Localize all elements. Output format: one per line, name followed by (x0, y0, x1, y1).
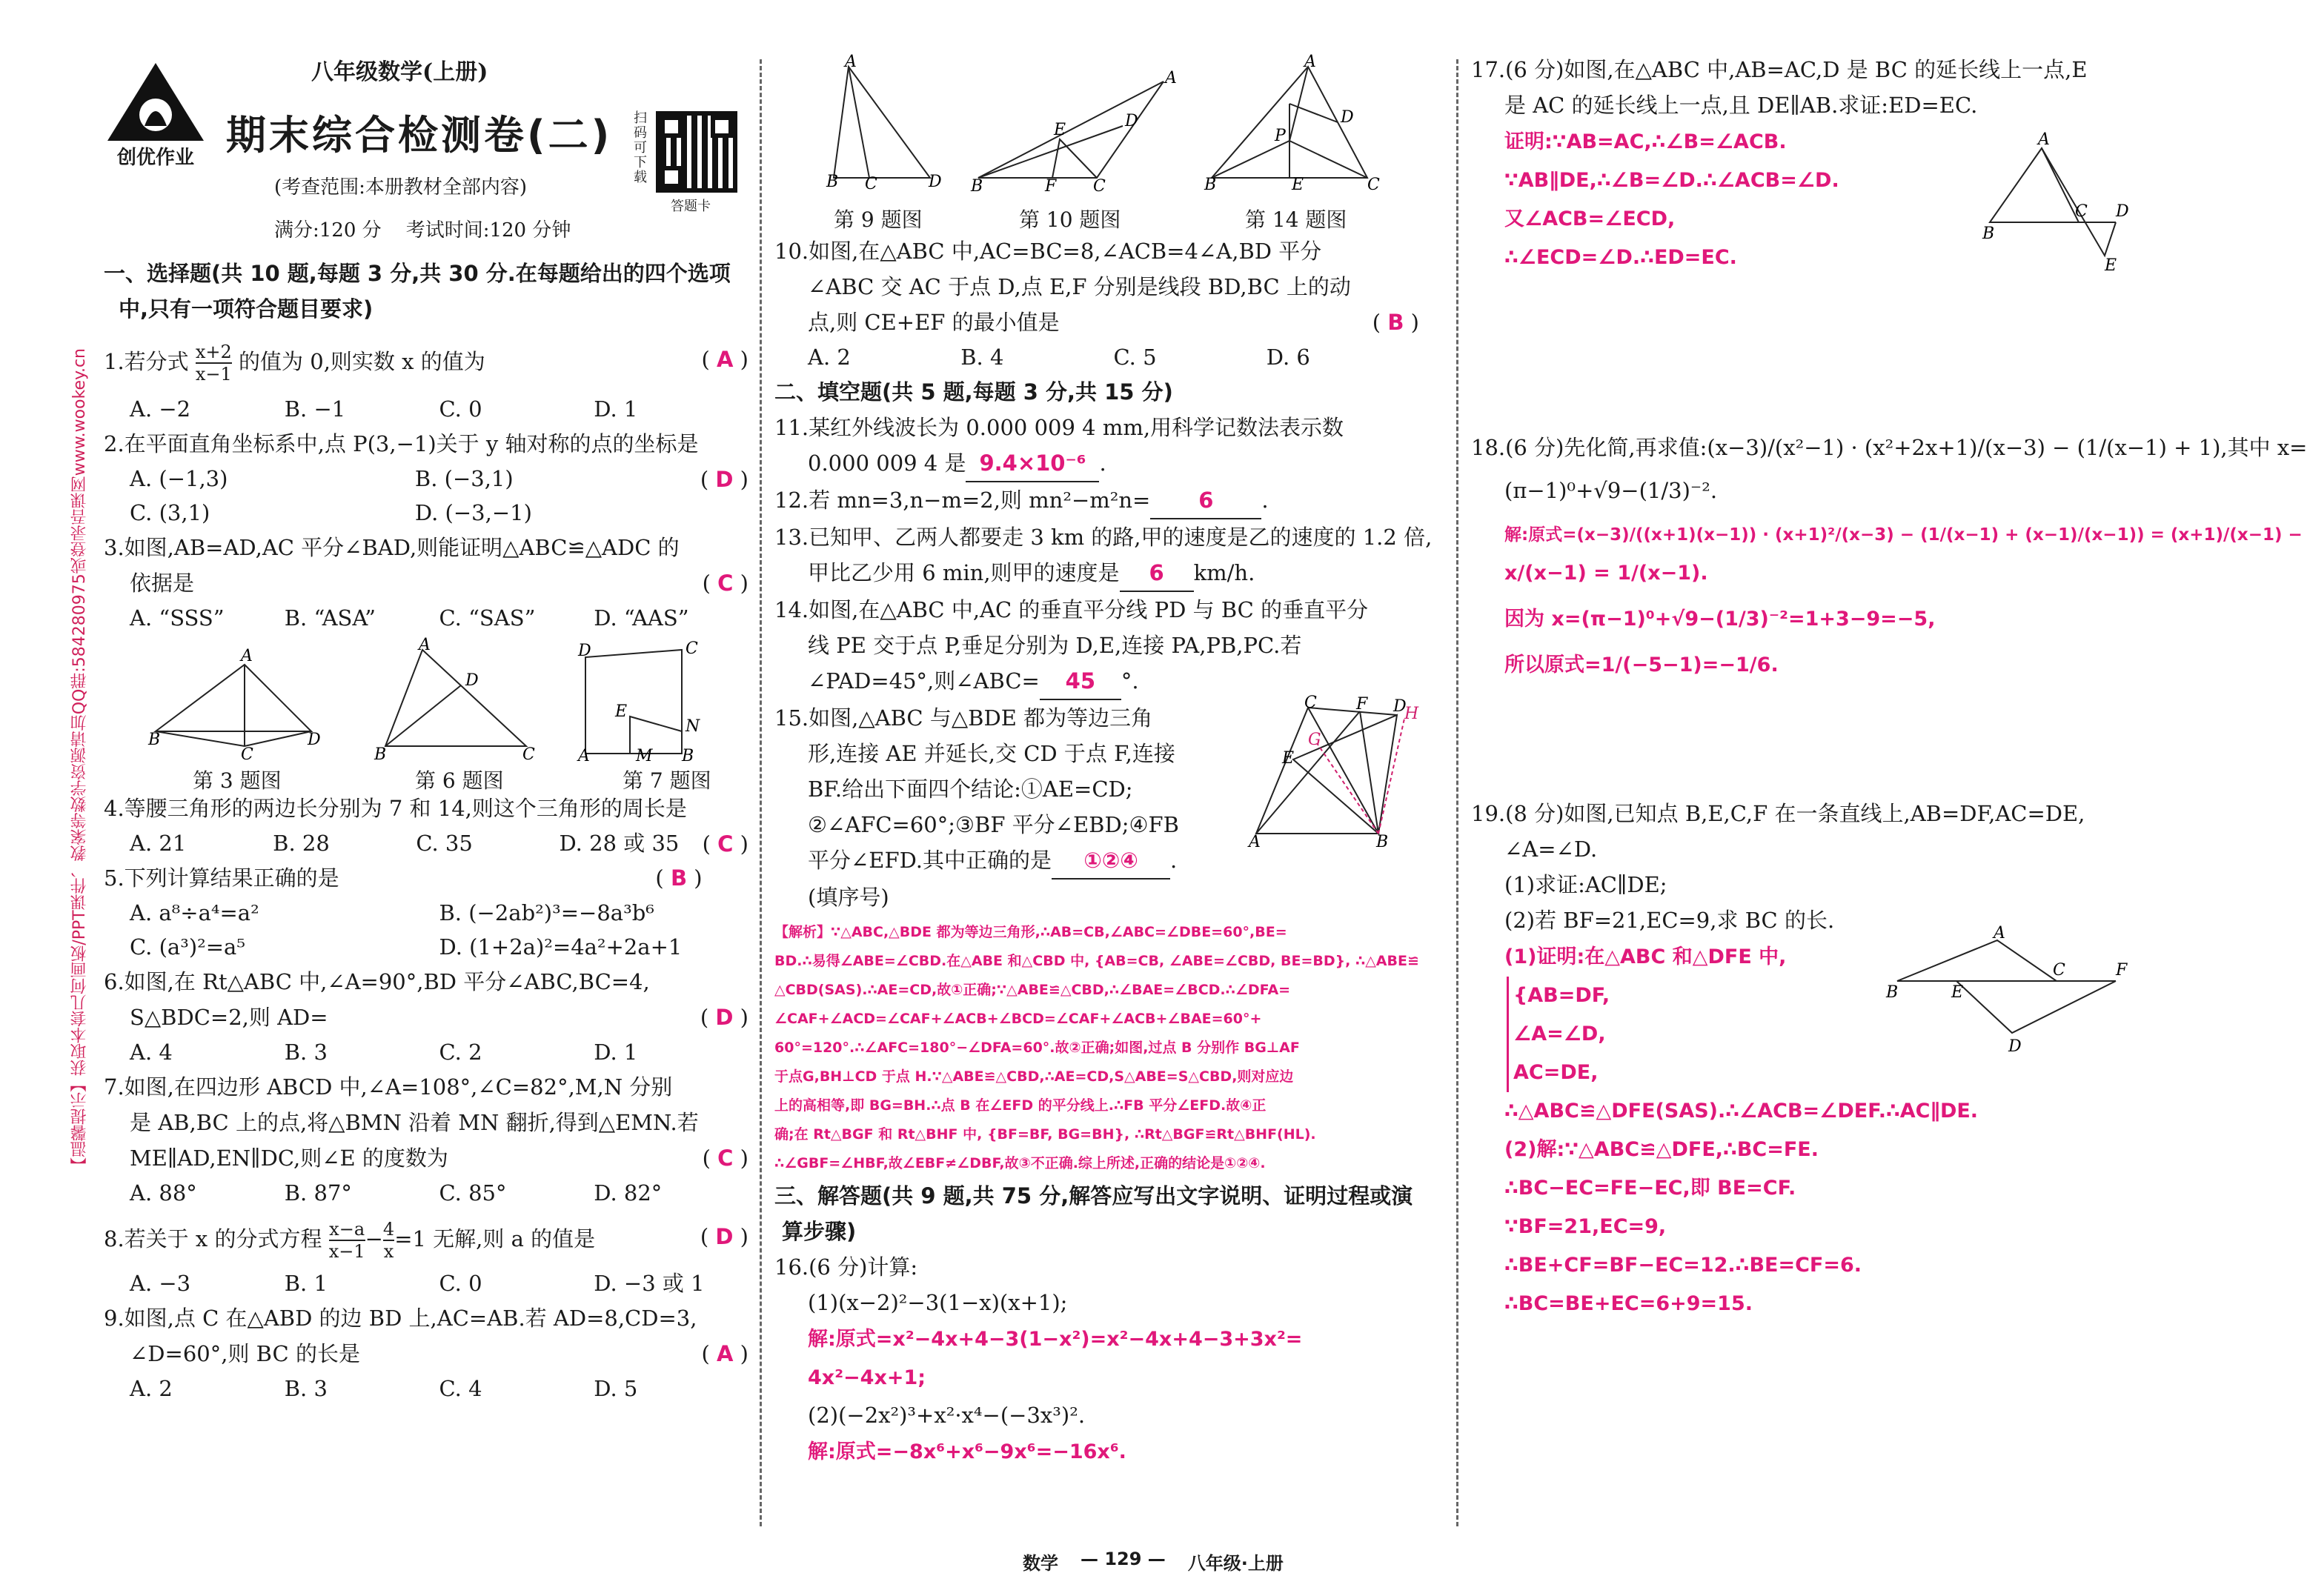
page-title: 期末综合检测卷(二) (226, 112, 613, 159)
q18-sol-3: 因为 x=(π−1)⁰+√9−(1/3)⁻²=1+3−9=−5, (1504, 608, 1936, 631)
svg-text:D: D (2008, 1037, 2022, 1056)
section1-title: 一、选择题(共 10 题,每题 3 分,共 30 分.在每题给出的四个选项 (104, 261, 731, 286)
svg-text:A: A (419, 636, 431, 654)
svg-text:D: D (929, 173, 942, 191)
q17-proof-1: 证明:∵AB=AC,∴∠B=∠ACB. (1504, 130, 1787, 153)
grade-label: 八年级数学(上册) (311, 59, 488, 85)
q5-stem: 5.下列计算结果正确的是 ( B ) (104, 865, 703, 891)
svg-text:A: A (1165, 69, 1177, 87)
svg-text:E: E (1951, 983, 1964, 1002)
q3-options: A. “SSS” B. “ASA” C. “SAS” D. “AAS” (130, 605, 689, 631)
svg-text:E: E (1292, 176, 1304, 194)
logo-text: 创优作业 (116, 147, 194, 169)
svg-text:A: A (1304, 53, 1316, 71)
q6-options: A. 4 B. 3 C. 2 D. 1 (130, 1040, 638, 1065)
q3-stem: 3.如图,AB=AD,AC 平分∠BAD,则能证明△ABC≌△ADC 的 (104, 535, 680, 560)
q15-analysis: 【解析】∵△ABC,△BDE 都为等边三角形,∴AB=CB,∠ABC=∠DBE=60°,BE= BD.∴易得∠ABE=∠CBD.在△ABE 和△CBD 中, {AB=CB, ∠ABE=∠CBD, BE=BD}, ∴△ABE≌ △CBD(SAS).∴AE=CD,故①正确;∵△ABE≌△CBD,∴∠BAE=∠BCD.∴∠DFA= ∠CAF+∠ACD=∠CAF+∠ACB+∠BCD=∠CAF+∠ACB+∠BAE=60°+ 60°=120°.∴∠AFC=180°−∠DFA=60°.故②正确;如图,过点 B 分别作 BG⊥AF 于点G,BH⊥CD 于点 H.∵△ABE≌△CBD,∴AE=CD,S△ABE=S△CBD,则对应边 上的高相等,即 BG=BH.∴点 B 在∠EFD 的平分线上.∴FB 平分∠EFD.故④正 确;在 Rt△BGF 和 Rt△BHF 中, {BF=BF, BG=BH}, ∴Rt△BGF≌Rt△BHF(HL). ∴∠GBF=∠HBF,故∠EBF≠∠DBF,故③不正确.综上所述,正确的结论是①②④. (774, 924, 1419, 1171)
svg-text:C: C (2053, 961, 2065, 980)
q9-answer: A (717, 1341, 734, 1366)
q4-stem: 4.等腰三角形的两边长分别为 7 和 14,则这个三角形的周长是 (104, 796, 687, 821)
q19-part2: (2)若 BF=21,EC=9,求 BC 的长. (1504, 908, 1835, 933)
section3-title: 三、解答题(共 9 题,共 75 分,解答应写出文字说明、证明过程或演 (774, 1183, 1413, 1208)
q5-options: A. a⁸÷a⁴=a² B. (−2ab²)³=−8a³b⁶ C. (a³)²=a⁵ D. (1+2a)²=4a²+2a+1 (130, 900, 683, 960)
q7-stem: 7.如图,在四边形 ABCD 中,∠A=108°,∠C=82°,M,N 分别 (104, 1074, 673, 1100)
q4-answer: C (717, 831, 734, 857)
qr-caption: 答题卡 (671, 199, 711, 214)
svg-text:E: E (1282, 749, 1295, 768)
fig-q10 (971, 67, 1208, 196)
q5-answer: B (670, 865, 688, 891)
q1-stem: 1.若分式 $\frac{x+2}{x-1}$ 的值为 0,则实数 x 的值为 ( A ) (104, 342, 748, 385)
q1-frac-den: x−1 (195, 364, 232, 385)
svg-text:A: A (578, 747, 590, 765)
q8-answer: D (715, 1224, 734, 1249)
svg-text:A: A (241, 647, 253, 665)
q18-sol-4: 所以原式=1/(−5−1)=−1/6. (1504, 654, 1779, 676)
qr-label: 扫码可下载 (634, 110, 647, 185)
q7-options: A. 88° B. 87° C. 85° D. 82° (130, 1180, 663, 1206)
q16-sol1a: 解:原式=x²−4x+4−3(1−x²)=x²−4x+4−3+3x²= (808, 1328, 1303, 1351)
fig-q3 (148, 642, 321, 764)
q10-stem: 10.如图,在△ABC 中,AC=BC=8,∠ACB=4∠A,BD 平分 (774, 239, 1322, 264)
fig-q17 (1982, 130, 2131, 275)
q10-answer: B (1387, 310, 1404, 335)
figures-row-1 (104, 636, 748, 793)
q7-answer: C (717, 1146, 734, 1171)
q8-options: A. −3 B. 1 C. 0 D. −3 或 1 (130, 1271, 705, 1296)
svg-text:P: P (1275, 127, 1286, 145)
score-time: 满分:120 分 考试时间:120 分钟 (274, 219, 571, 242)
svg-text:B: B (374, 745, 387, 764)
svg-text:C: C (522, 745, 535, 764)
svg-text:A: A (845, 53, 857, 71)
svg-text:F: F (1045, 177, 1057, 196)
fig-q9-caption: 第 9 题图 (834, 207, 923, 232)
fig-q6 (371, 636, 535, 764)
q10-options: A. 2 B. 4 C. 5 D. 6 (808, 345, 1310, 370)
column-1: 一、选择题(共 10 题,每题 3 分,共 30 分.在每题给出的四个选项 中,只有一项符合题目要求) 1.若分式 $\frac{x+2}{x-1}$ 的值为 0,则实数 x 的值为 ( A ) A. −2 B. −1 C. 0 D. 1 2.在平面直角坐标系中,点 P(3,−1)关于 y 轴对称的点的坐标是 ( D ) A. (−1,3) B. (−3,1) C. (3,1) D. (−3,−1) 3.如图,AB=AD,AC 平分∠BAD,则能证明△ABC≌△ADC 的 依据是 ( C ) A. “SSS” B. “ASA” C. “SAS” D. “AAS” A B C D 第 3 题图 A B D C 第 6 题图 D C N E A M B 第 7 题图 4.等腰三角形的两边长分别为 7 和 14,则这个三角形的周长是 ( C ) A. 21 B. 28 C. 35 D. 28 或 35 5.下列计算结果正确的是 ( B ) A. a⁸÷a⁴=a² B. (−2ab²)³=−8a³b⁶ C. (a³)²=a⁵ D. (1+2a)²=4a²+2a+1 6.如图,在 Rt△ABC 中,∠A=90°,BD 平分∠ABC,BC=4, S△BDC=2,则 AD= ( D ) A. 4 B. 3 C. 2 D. 1 7.如图,在四边形 ABCD 中,∠A=108°,∠C=82°,M,N 分别 是 AB,BC 上的点,将△BMN 沿着 MN 翻折,得到△EMN.若 ME∥AD,EN∥DC,则∠E 的度数为 ( C ) A. 88° B. 87° C. 85° D. 82° 8.若关于 x 的分式方程 $\frac{x-a}{x-1}$ − $\frac{4}{x}$ =1 无解,则 a 的值是 ( D ) A. −3 B. 1 C. 0 D. −3 或 1 9.如图,点 C 在△ABD 的边 BD 上,AC=AB.若 AD=8,CD=3, ∠D=60°,则 BC 的长是 ( A ) A. 2 B. 3 C. 4 D. 5 (104, 256, 748, 1406)
q17-proof-2: ∵AB∥DE,∴∠B=∠D.∴∠ACB=∠D. (1504, 169, 1839, 192)
svg-text:D: D (308, 731, 321, 749)
fig-q7-caption: 第 7 题图 (623, 768, 711, 793)
svg-text:E: E (2105, 256, 2117, 275)
q1-frac-num: x+2 (195, 342, 232, 362)
column-divider-2 (1456, 59, 1458, 1526)
q17-proof-4: ∴∠ECD=∠D.∴ED=EC. (1504, 246, 1737, 269)
svg-text:B: B (826, 173, 839, 191)
q11-answer[interactable]: 9.4×10⁻⁶ (966, 445, 1099, 482)
q9-options: A. 2 B. 3 C. 4 D. 5 (130, 1376, 638, 1401)
q14-answer[interactable]: 45 (1040, 663, 1121, 700)
column-divider-1 (760, 59, 762, 1526)
q12-answer[interactable]: 6 (1150, 482, 1261, 519)
q16-stem: 16.(6 分)计算: (774, 1254, 918, 1280)
svg-text:C: C (1304, 694, 1317, 712)
svg-text:A: A (1249, 833, 1261, 851)
svg-text:C: C (241, 745, 253, 764)
svg-text:C: C (1367, 176, 1380, 194)
q15-answer[interactable]: ①②④ (1052, 842, 1170, 880)
svg-text:A: A (2038, 130, 2050, 149)
q2-options: A. (−1,3) B. (−3,1) C. (3,1) D. (−3,−1) (130, 466, 532, 525)
q19-stem: 19.(8 分)如图,已知点 B,E,C,F 在一条直线上,AB=DF,AC=DE, (1471, 801, 2085, 826)
q18-sol-2: x/(x−1) = 1/(x−1). (1504, 562, 1708, 585)
q18-sol-1: 解:原式=(x−3)/((x+1)(x−1)) · (x+1)²/(x−3) − (1/(x−1) + (x−1)/(x−1)) = (x+1)/(x−1) − (1504, 525, 2303, 545)
q12-stem: 12.若 mn=3,n−m=2,则 mn²−m²n= 6 . (774, 482, 1419, 519)
svg-text:G: G (1308, 731, 1321, 749)
q17-stem: 17.(6 分)如图,在△ABC 中,AB=AC,D 是 BC 的延长线上一点,E (1471, 57, 2088, 82)
q14-stem: 14.如图,在△ABC 中,AC 的垂直平分线 PD 与 BC 的垂直平分 (774, 597, 1369, 622)
q1-options: A. −2 B. −1 C. 0 D. 1 (130, 396, 638, 422)
side-notice: 【温馨提示】获取本套几何画板/PPT课件、教案等数学资源请加QQ群:584280975或登录吾课网www.wookey.cn (70, 348, 89, 1174)
q2-stem: 2.在平面直角坐标系中,点 P(3,−1)关于 y 轴对称的点的坐标是 (104, 431, 699, 456)
q18-stem: 18.(6 分)先化简,再求值:(x−3)/(x²−1) · (x²+2x+1)/(x−3) − (1/(x−1) + 1),其中 x= (1471, 435, 2307, 460)
svg-text:B: B (1982, 225, 1995, 243)
page-footer (1023, 1549, 1284, 1575)
q2-answer: D (715, 467, 734, 492)
svg-text:B: B (148, 731, 161, 749)
q3-answer: C (717, 571, 734, 596)
q6-stem: 6.如图,在 Rt△ABC 中,∠A=90°,BD 平分∠ABC,BC=4, (104, 969, 650, 994)
qr-code[interactable] (656, 111, 737, 193)
svg-text:D: D (578, 642, 591, 660)
svg-text:M: M (636, 747, 653, 765)
svg-text:D: D (1125, 112, 1138, 130)
svg-text:E: E (615, 702, 628, 721)
footer-grade: 八年级·上册 (1187, 1553, 1284, 1574)
svg-text:N: N (686, 717, 700, 736)
svg-text:D: D (2116, 202, 2129, 221)
figures-row-2 (774, 52, 1419, 233)
svg-text:E: E (1054, 121, 1066, 139)
fig-q19 (1886, 924, 2138, 1063)
svg-text:C: C (686, 639, 698, 658)
fig-q7 (578, 639, 726, 765)
fig-q3-caption: 第 3 题图 (193, 768, 282, 793)
q13-stem: 13.已知甲、乙两人都要走 3 km 的路,甲的速度是乙的速度的 1.2 倍, (774, 525, 1433, 550)
svg-text:B: B (1886, 983, 1899, 1002)
svg-text:B: B (1376, 833, 1389, 851)
q8-stem: 8.若关于 x 的分式方程 $\frac{x-a}{x-1}$ − $\frac{4}{x}$ =1 无解,则 a 的值是 ( D ) (104, 1219, 748, 1262)
logo (104, 59, 208, 170)
footer-subject: 数学 (1023, 1553, 1058, 1574)
fig-q9 (826, 53, 942, 193)
q4-options: A. 21 B. 28 C. 35 D. 28 或 35 (130, 831, 680, 856)
column-2: A B C D 第 9 题图 A B C D E F 第 10 题图 A B C D E P 第 14 题图 10.如图,在△ABC 中,AC=BC=8,∠ACB=4∠A,BD 平分 ∠ABC 交 AC 于点 D,点 E,F 分别是线段 BD,BC 上的动 点,则 CE+EF 的最小值是 ( B ) A. 2 B. 4 C. 5 D. 6 二、填空题(共 5 题,每题 3 分,共 15 分) 11.某红外线波长为 0.000 009 4 mm,用科学记数法表示数 0.000 009 4 是 9.4×10⁻⁶ . 12.若 mn=3,n−m=2,则 mn²−m²n= 6 . 13.已知甲、乙两人都要走 3 km 的路,甲的速度是乙的速度的 1.2 倍, 甲比乙少用 6 min,则甲的速度是 6 km/h. 14.如图,在△ABC 中,AC 的垂直平分线 PD 与 BC 的垂直平分 线 PE 交于点 P,垂足分别为 D,E,连接 PA,PB,PC.若 ∠PAD=45°,则∠ABC= 45 °. 15.如图,△ABC 与△BDE 都为等边三角 形,连接 AE 并延长,交 CD 于点 F,连接 BF.给出下面四个结论:①AE=CD; ②∠AFC=60°;③BF 平分∠EBD;④FB 平分∠EFD.其中正确的是 ①②④ . (填序号) C F D H G E A B 【解析】∵△ABC,△BDE 都为等边三角形,∴AB=CB,∠ABC=∠DBE=60°,BE= BD.∴易得∠ABE=∠CBD.在△ABE 和△CBD 中, {AB=CB, ∠ABE=∠CBD, BE=BD}, ∴△ABE≌ △CBD(SAS).∴AE=CD,故①正确;∵△ABE≌△CBD,∴∠BAE=∠BCD.∴∠DFA= ∠CAF+∠ACD=∠CAF+∠ACB+∠BCD=∠CAF+∠ACB+∠BAE=60°+ 60°=120°.∴∠AFC=180°−∠DFA=60°.故②正确;如图,过点 B 分别作 BG⊥AF 于点G,BH⊥CD 于点 H.∵△ABE≌△CBD,∴AE=CD,S△ABE=S△CBD,则对应边 上的高相等,即 BG=BH.∴点 B 在∠EFD 的平分线上.∴FB 平分∠EFD.故④正 确;在 Rt△BGF 和 Rt△BHF 中, {BF=BF, BG=BH}, ∴Rt△BGF≌Rt△BHF(HL). ∴∠GBF=∠HBF,故∠EBF≠∠DBF,故③不正确.综上所述,正确的结论是①②④. 三、解答题(共 9 题,共 75 分,解答应写出文字说明、证明过程或演 算步骤) 16.(6 分)计算: (1)(x−2)²−3(1−x)(x+1); 解:原式=x²−4x+4−3(1−x²)=x²−4x+4−3+3x²= 4x²−4x+1; (2)(−2x²)³+x²·x⁴−(−3x³)². 解:原式=−8x⁶+x⁶−9x⁶=−16x⁶. (774, 52, 1419, 1472)
column-3: 17.(6 分)如图,在△ABC 中,AB=AC,D 是 BC 的延长线上一点,E 是 AC 的延长线上一点,且 DE∥AB.求证:ED=EC. 证明:∵AB=AC,∴∠B=∠ACB. ∵AB∥DE,∴∠B=∠D.∴∠ACB=∠D. 又∠ACB=∠ECD, ∴∠ECD=∠D.∴ED=EC. A B C D E 18.(6 分)先化简,再求值:(x−3)/(x²−1) · (x²+2x+1)/(x−3) − (1/(x−1) + 1),其中 x= (π−1)⁰+√9−(1/3)⁻². 解:原式=(x−3)/((x+1)(x−1)) · (x+1)²/(x−3) − (1/(x−1) + (x−1)/(x−1)) = (x+1)/(x−1) − x/(x−1) = 1/(x−1). 因为 x=(π−1)⁰+√9−(1/3)⁻²=1+3−9=−5, 所以原式=1/(−5−1)=−1/6. 19.(8 分)如图,已知点 B,E,C,F 在一条直线上,AB=DF,AC=DE, ∠A=∠D. (1)求证:AC∥DE; (2)若 BF=21,EC=9,求 BC 的长. (1)证明:在△ABC 和△DFE 中, {AB=DF, ∠A=∠D, AC=DE, ∴△ABC≌△DFE(SAS).∴∠ACB=∠DEF.∴AC∥DE. (2)解:∵△ABC≌△DFE,∴BC=FE. ∴BC−EC=FE−EC,即 BE=CF. ∵BF=21,EC=9, ∴BE+CF=BF−EC=12.∴BE=CF=6. ∴BC=BE+EC=6+9=15. A B E C F D (1471, 52, 2145, 1323)
q16-part1: (1)(x−2)²−3(1−x)(x+1); (808, 1290, 1068, 1315)
fig-q10-caption: 第 10 题图 (1019, 207, 1121, 232)
fig-q15 (1249, 694, 1419, 851)
q11-stem: 11.某红外线波长为 0.000 009 4 mm,用科学记数法表示数 (774, 415, 1344, 440)
q15-stem: 15.如图,△ABC 与△BDE 都为等边三角 (774, 705, 1153, 731)
fig-q6-caption: 第 6 题图 (415, 768, 504, 793)
section1-title-2: 中,只有一项符合题目要求) (119, 296, 374, 322)
svg-text:H: H (1404, 705, 1419, 723)
svg-text:C: C (865, 175, 877, 193)
svg-text:F: F (2116, 961, 2128, 980)
fig-q14-caption: 第 14 题图 (1245, 207, 1347, 232)
footer-page: — 129 — (1081, 1549, 1166, 1569)
svg-text:D: D (465, 671, 479, 690)
svg-text:B: B (1204, 176, 1217, 194)
scope-text: (考查范围:本册教材全部内容) (274, 176, 528, 199)
svg-text:D: D (1341, 108, 1354, 127)
q16-sol1b: 4x²−4x+1; (808, 1366, 926, 1389)
q9-stem: 9.如图,点 C 在△ABD 的边 BD 上,AC=AB.若 AD=8,CD=3, (104, 1306, 697, 1331)
q17-proof-3: 又∠ACB=∠ECD, (1504, 207, 1676, 230)
svg-text:C: C (2075, 202, 2088, 221)
q6-answer: D (715, 1005, 734, 1030)
q1-answer: A (717, 347, 734, 372)
svg-text:D: D (1393, 697, 1407, 716)
q13-answer[interactable]: 6 (1120, 555, 1194, 592)
svg-text:A: A (1994, 924, 2005, 942)
svg-text:B: B (971, 177, 983, 196)
fig-q14 (1204, 53, 1382, 194)
section2-title: 二、填空题(共 5 题,每题 3 分,共 15 分) (774, 379, 1173, 405)
q19-part1: (1)求证:AC∥DE; (1504, 872, 1667, 897)
section3-title-2: 算步骤) (782, 1219, 857, 1244)
q16-sol2: 解:原式=−8x⁶+x⁶−9x⁶=−16x⁶. (808, 1440, 1126, 1463)
svg-text:C: C (1093, 177, 1106, 196)
svg-text:F: F (1356, 695, 1368, 714)
svg-text:B: B (682, 747, 694, 765)
q16-part2: (2)(−2x²)³+x²·x⁴−(−3x³)². (808, 1403, 1086, 1428)
